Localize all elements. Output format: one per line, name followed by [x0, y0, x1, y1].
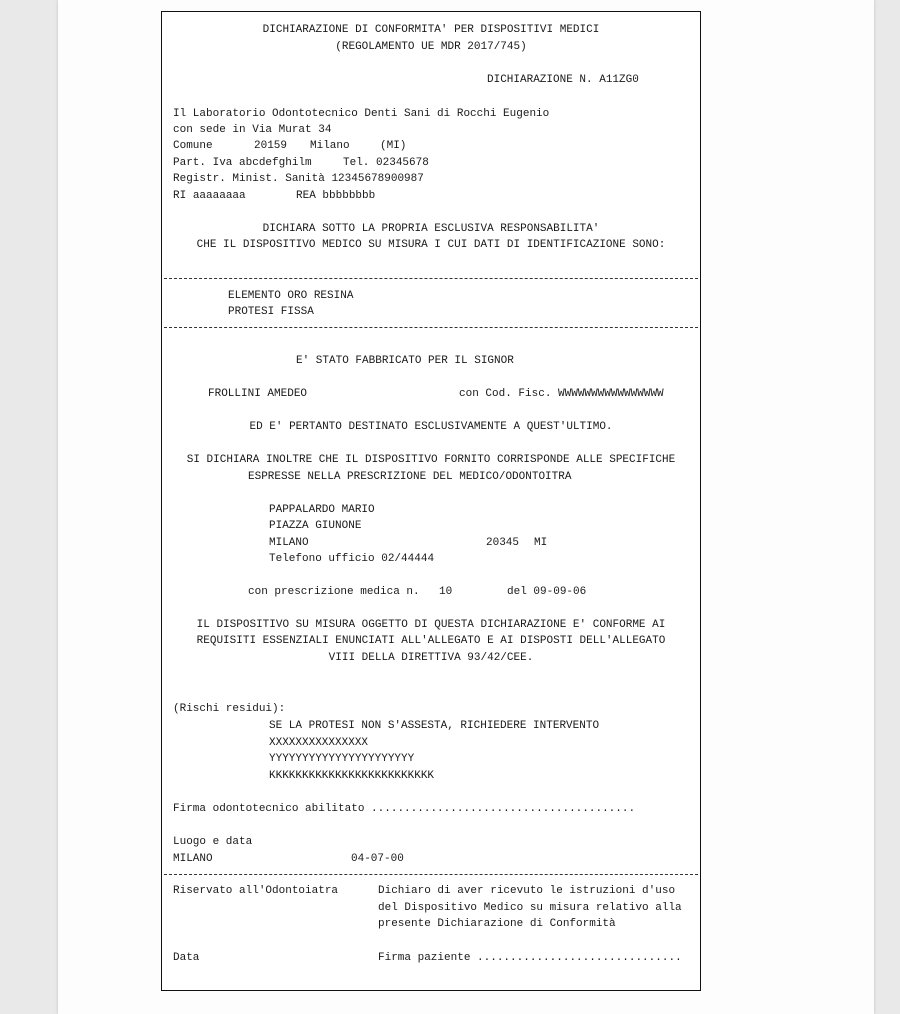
- lab-rea-row: [296, 190, 375, 203]
- document-title: DICHIARAZIONE DI CONFORMITA' PER DISPOSITIVI MEDICI: [262, 24, 600, 36]
- lab-city: Milano: [310, 140, 350, 152]
- doctor-phone: 02/44444: [381, 553, 435, 565]
- reserved-label: Riservato all'Odontoiatra: [173, 885, 339, 897]
- declaration-label: DICHIARAZIONE N.: [487, 74, 593, 86]
- patient-intro: E' STATO FABBRICATO PER IL SIGNOR: [296, 355, 514, 367]
- patient-signature-row: [378, 952, 682, 965]
- spec-line-2: ESPRESSE NELLA PRESCRIZIONE DEL MEDICO/ODONTOITRA: [248, 471, 572, 483]
- lab-ri: aaaaaaaa: [192, 190, 246, 202]
- lab-cap: 20159: [254, 140, 288, 152]
- lab-ri-label: RI: [173, 190, 187, 202]
- device-type: PROTESI FISSA: [228, 306, 314, 318]
- risk-item: YYYYYYYYYYYYYYYYYYYYYY: [269, 753, 415, 765]
- separator-line: [164, 327, 698, 328]
- technician-signature-row: [173, 803, 635, 816]
- separator-line: [164, 278, 698, 279]
- lab-rea: bbbbbbbb: [322, 190, 376, 202]
- conformity-line-3: VIII DELLA DIRETTIVA 93/42/CEE.: [328, 652, 534, 664]
- conformity-line-1: IL DISPOSITIVO SU MISURA OGGETTO DI QUESTA DICHIARAZIONE E' CONFORME AI: [196, 619, 666, 631]
- lab-registry-row: [173, 173, 424, 186]
- doctor-province: MI: [534, 537, 548, 549]
- receipt-line: presente Dichiarazione di Conformità: [378, 918, 616, 930]
- patient-signature-line: ...............................: [477, 952, 682, 964]
- technician-signature-line: ........................................: [371, 803, 636, 815]
- patient-name: FROLLINI AMEDEO: [208, 388, 308, 400]
- lab-address: con sede in Via Murat 34: [173, 124, 332, 136]
- footer-date-label: Data: [173, 952, 200, 964]
- risk-item: XXXXXXXXXXXXXXX: [269, 737, 369, 749]
- spec-line-1: SI DICHIARA INOLTRE CHE IL DISPOSITIVO FORNITO CORRISPONDE ALLE SPECIFICHE: [186, 454, 676, 466]
- risk-item: KKKKKKKKKKKKKKKKKKKKKKKKK: [269, 770, 435, 782]
- doctor-cap: 20345: [486, 537, 520, 549]
- risk-item: SE LA PROTESI NON S'ASSESTA, RICHIEDERE INTERVENTO: [269, 720, 600, 732]
- patient-cf: WWWWWWWWWWWWWWWW: [558, 388, 664, 400]
- lab-registry: 12345678900987: [331, 173, 424, 185]
- lab-comune-label: Comune: [173, 140, 213, 152]
- patient-cf-row: [459, 388, 664, 401]
- place-city: MILANO: [173, 853, 213, 865]
- doctor-phone-label: Telefono ufficio: [269, 553, 375, 565]
- lab-piva-label: Part. Iva: [173, 157, 233, 169]
- lab-tel: 02345678: [376, 157, 429, 169]
- prescription-date-row: [507, 586, 586, 599]
- risks-label: (Rischi residui):: [173, 703, 286, 715]
- declaration-number: A11ZG0: [599, 74, 639, 86]
- receipt-line: Dichiaro di aver ricevuto le istruzioni d'uso: [378, 885, 676, 897]
- conformity-line-2: REQUISITI ESSENZIALI ENUNCIATI ALL'ALLEGATO E AI DISPOSTI DELL'ALLEGATO: [196, 635, 666, 647]
- lab-registry-label: Registr. Minist. Sanità: [173, 173, 325, 185]
- declaration-document: [161, 11, 701, 991]
- device-element: ELEMENTO ORO RESINA: [228, 290, 354, 302]
- patient-signature-label: Firma paziente: [378, 952, 471, 964]
- place-label: Luogo e data: [173, 836, 253, 848]
- lab-piva: abcdefghilm: [239, 157, 312, 169]
- regulation-reference: (REGOLAMENTO UE MDR 2017/745): [335, 41, 527, 53]
- prescription-date: 09-09-06: [533, 586, 587, 598]
- receipt-line: del Dispositivo Medico su misura relativo alla: [378, 902, 682, 914]
- prescription-label: con prescrizione medica n.: [248, 586, 420, 598]
- lab-province: (MI): [380, 140, 407, 152]
- declares-line-1: DICHIARA SOTTO LA PROPRIA ESCLUSIVA RESPONSABILITA': [262, 223, 600, 235]
- patient-cf-label: con Cod. Fisc.: [459, 388, 552, 400]
- declaration-number-row: [487, 74, 639, 87]
- separator-line: [164, 874, 698, 875]
- lab-ri-row: [173, 190, 246, 203]
- lab-tel-row: [343, 157, 429, 170]
- doctor-phone-row: [269, 553, 434, 566]
- place-date: 04-07-00: [351, 853, 404, 865]
- lab-piva-row: [173, 157, 312, 170]
- technician-signature-label: Firma odontotecnico abilitato: [173, 803, 365, 815]
- prescription-number: 10: [439, 586, 453, 598]
- lab-tel-label: Tel.: [343, 157, 370, 169]
- doctor-city: MILANO: [269, 537, 309, 549]
- lab-rea-label: REA: [296, 190, 316, 202]
- doctor-name: PAPPALARDO MARIO: [269, 504, 375, 516]
- declares-line-2: CHE IL DISPOSITIVO MEDICO SU MISURA I CUI DATI DI IDENTIFICAZIONE SONO:: [196, 239, 666, 251]
- prescription-date-label: del: [507, 586, 527, 598]
- doctor-street: PIAZZA GIUNONE: [269, 520, 362, 532]
- lab-name: Il Laboratorio Odontotecnico Denti Sani di Rocchi Eugenio: [173, 108, 550, 120]
- patient-destined: ED E' PERTANTO DESTINATO ESCLUSIVAMENTE A QUEST'ULTIMO.: [249, 421, 613, 433]
